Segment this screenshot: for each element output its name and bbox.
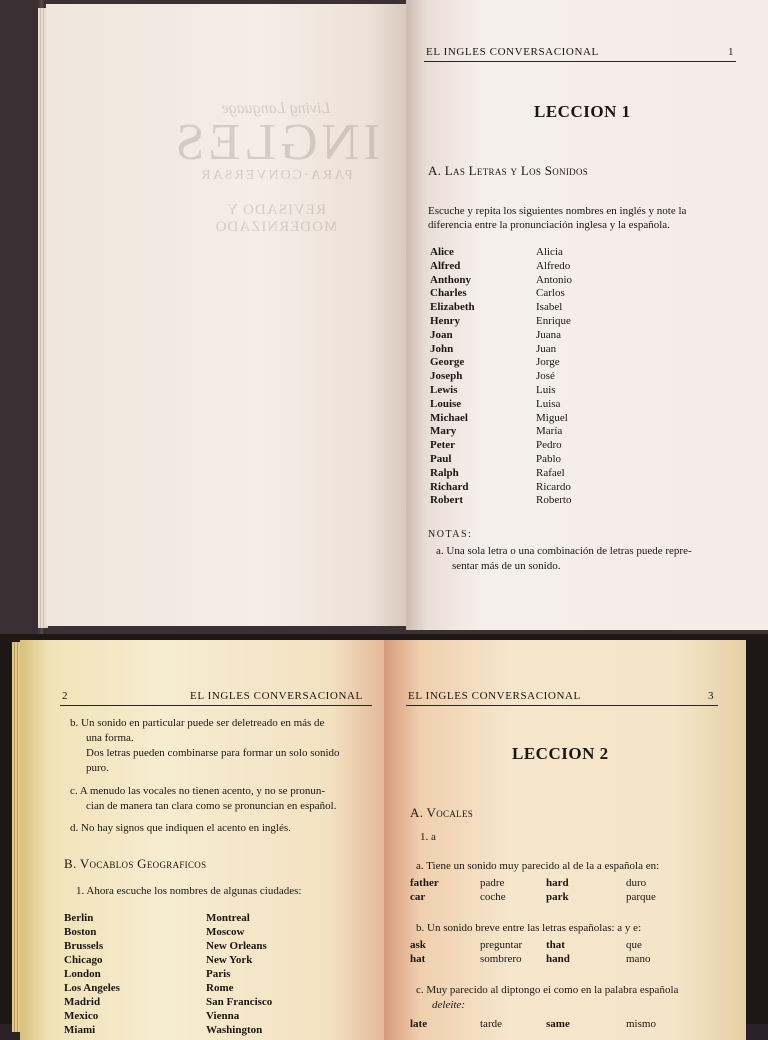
list-item: Washington [206,1024,263,1036]
sub-item-b: b. Un sonido breve entre las letras españolas: a y e: [416,922,642,934]
list-item: Carlos [536,287,565,300]
list-item: Alfredo [536,259,571,272]
running-head: EL INGLES CONVERSACIONAL [408,690,581,702]
page-2 [20,640,384,1040]
section-title: A. Vocales [410,805,474,820]
list-item: Pedro [536,439,562,452]
page-number: 2 [62,690,69,702]
spanish-names-column [536,246,572,508]
lesson-title: LECCION 1 [534,102,631,121]
item-1: 1. Ahora escuche los nombres de algunas ciudades: [76,885,302,897]
page-3 [384,640,746,1040]
instructions-line-2: diferencia entre la pronunciación inglesa y la española. [428,219,670,231]
lesson-title: LECCION 2 [512,744,609,763]
list-item: Miami [64,1024,96,1036]
header-rule [60,705,372,706]
list-item: Luisa [536,397,561,410]
note-a-line-1: a. Una sola letra o una combinación de letras puede repre- [436,545,692,557]
list-item: José [536,370,555,383]
list-item: Robert [430,494,463,507]
list-item: Richard [430,480,469,493]
table-c-r1-c4: mismo [626,1018,656,1030]
list-item: New York [206,954,253,966]
sub-item-a: a. Tiene un sonido muy parecido al de la a española en: [416,860,660,872]
table-b-r1-c4: que [626,939,642,951]
list-item: Los Angeles [64,982,120,994]
table-a-r1-c2: padre [480,877,505,889]
list-item: Peter [430,439,456,452]
page-number: 3 [708,690,715,702]
running-head: EL INGLES CONVERSACIONAL [426,46,599,58]
list-item: Paris [206,968,231,980]
list-item: Alice [430,246,454,258]
blank-left-page [46,4,406,626]
table-a-r1-c4: duro [626,877,647,889]
list-item: Boston [64,926,97,938]
table-b-r1-c2: preguntar [480,939,523,951]
list-item: Henry [430,314,460,327]
list-item: Joseph [430,370,463,383]
table-b-r2-c3: hand [546,953,570,965]
list-item: Moscow [206,926,245,938]
list-item: Charles [430,287,467,300]
table-c-r1-c2: tarde [480,1018,502,1030]
running-head: EL INGLES CONVERSACIONAL [190,690,363,702]
list-item: Alfred [430,259,461,272]
table-a-r1-c1: father [410,877,439,889]
list-item: London [64,968,101,980]
list-item: Enrique [536,314,571,327]
list-item: Rome [206,982,234,994]
list-item: Anthony [430,273,471,286]
instructions-line-1: Escuche y repita los siguientes nombres en inglés y note la [428,205,687,217]
list-item: John [430,342,454,355]
list-item: Pablo [536,452,562,465]
table-b-r2-c4: mano [626,953,651,965]
list-item: George [430,356,465,369]
english-names-column [430,246,475,508]
list-item: Rafael [536,466,565,479]
list-item: Paul [430,452,452,465]
list-item: Miguel [536,411,568,424]
note-b-line-4: puro. [86,762,109,774]
section-title: A. Las Letras y Los Sonidos [428,163,589,178]
bottom-photo [0,634,768,1036]
list-item: Elizabeth [430,301,475,314]
list-item: Roberto [536,494,572,507]
table-a-r2-c2: coche [480,891,506,903]
table-b-r2-c1: hat [410,953,426,965]
notes-label: NOTAS: [428,529,473,540]
cities-column-1 [64,912,120,1038]
list-item: Ricardo [536,480,571,493]
list-item: Mary [430,425,457,438]
list-item: Chicago [64,954,103,966]
item-1: 1. a [420,831,436,843]
note-b-line-3: Dos letras pueden combinarse para formar un solo sonido [86,747,340,759]
list-item: Luis [536,383,556,396]
table-b-r2-c2: sombrero [480,953,522,965]
note-a-line-2: sentar más de un sonido. [452,560,561,572]
list-item: New Orleans [206,940,267,952]
table-b-r1-c1: ask [410,939,426,951]
list-item: Berlin [64,912,94,924]
list-item: Michael [430,411,468,424]
list-item: Isabel [536,301,563,314]
table-a-r1-c3: hard [546,877,569,889]
sub-item-c-line-1: c. Muy parecido al diptongo ei como en la palabra española [416,984,679,996]
table-a-r2-c3: park [546,891,569,903]
table-b-r1-c3: that [546,939,565,951]
list-item: Antonio [536,273,573,286]
list-item: Brussels [64,940,104,952]
note-b-line-2: una forma. [86,732,134,744]
note-c-line-1: c. A menudo las vocales no tienen acento, y no se pronun- [70,785,326,797]
header-rule [406,705,718,706]
list-item: María [536,425,563,438]
list-item: Lewis [430,383,458,396]
note-c-line-2: cian de manera tan clara como se pronuncian en español. [86,800,337,812]
list-item: Joan [430,328,453,341]
header-rule [424,61,736,62]
note-d: d. No hay signos que indiquen el acento en inglés. [70,822,291,834]
page-1 [406,0,768,630]
table-c-r1-c1: late [410,1018,428,1030]
table-a-r2-c1: car [410,891,426,903]
sub-item-c-line-2: deleite: [432,999,465,1011]
list-item: Vienna [206,1010,240,1022]
list-item: Montreal [206,912,250,924]
list-item: Alicia [536,246,563,258]
list-item: Ralph [430,466,459,479]
list-item: Juan [536,342,557,355]
cities-column-2 [206,912,272,1038]
list-item: Mexico [64,1010,99,1022]
note-b-line-1: b. Un sonido en particular puede ser deletreado en más de [70,717,325,729]
list-item: Madrid [64,996,101,1008]
table-c-r1-c3: same [546,1018,570,1030]
list-item: Jorge [536,356,560,369]
page-number: 1 [728,46,735,58]
list-item: Louise [430,397,462,410]
table-a-r2-c4: parque [626,891,656,903]
section-title: B. Vocablos Geograficos [64,856,207,871]
list-item: San Francisco [206,996,273,1008]
list-item: Juana [536,328,562,341]
bleed-through-title: Living Language INGLES PARA·CONVERSAR REVISADO Y MODERNIZADO [171,100,381,235]
